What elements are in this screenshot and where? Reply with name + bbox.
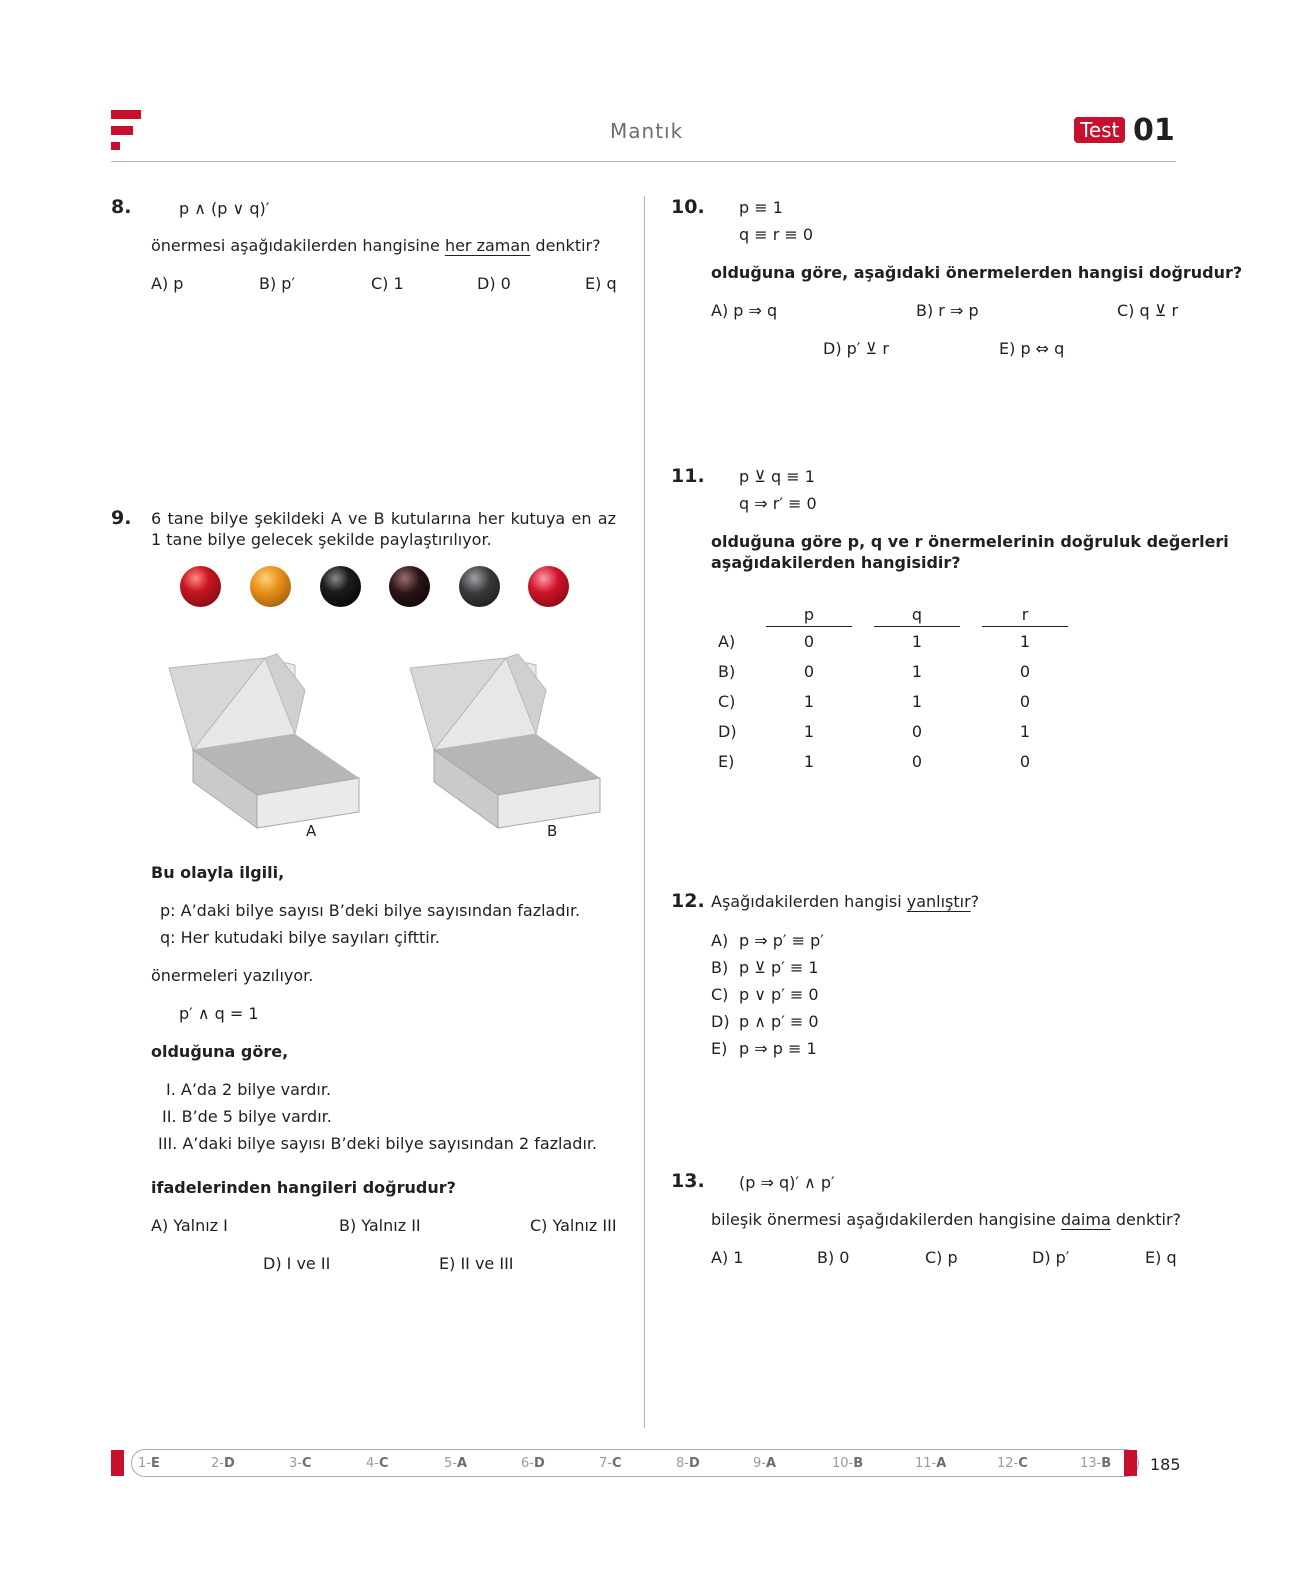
answer-num: 6- xyxy=(521,1456,534,1471)
q11-cell: 1 xyxy=(911,691,923,711)
q9-statement-1: I. A’da 2 bilye vardır. xyxy=(166,1080,332,1099)
q9-stem-line1: 6 tane bilye şekildeki A ve B kutularına her kutuya en az xyxy=(151,509,616,528)
q11-header-q: q xyxy=(874,604,960,626)
q12-stem xyxy=(711,892,979,911)
q11-table-header xyxy=(718,604,1068,626)
answer-letter: C xyxy=(1018,1456,1028,1471)
q8-option-c[interactable]: C) 1 xyxy=(371,274,404,293)
q11-cell: 1 xyxy=(803,721,815,741)
header-rule xyxy=(111,161,1176,162)
q8-option-d[interactable]: D) 0 xyxy=(477,274,511,293)
q9-proposition-p: p: A’daki bilye sayısı B’deki bilye sayısından fazladır. xyxy=(160,901,581,920)
answer-letter: D xyxy=(223,1456,235,1471)
q12-number: 12. xyxy=(671,890,705,912)
q9-given: olduğuna göre, xyxy=(151,1042,289,1061)
q13-option-d[interactable]: D) p′ xyxy=(1032,1248,1070,1267)
column-divider xyxy=(644,196,645,1428)
answer-11 xyxy=(915,1456,946,1471)
answer-6 xyxy=(521,1456,545,1471)
q8-expression: p ∧ (p ∨ q)′ xyxy=(179,199,270,218)
answer-8 xyxy=(676,1456,700,1471)
answer-letter: B xyxy=(1101,1456,1112,1471)
q11-cell: 0 xyxy=(911,751,923,771)
marble-orange xyxy=(250,566,291,607)
q9-question: ifadelerinden hangileri doğrudur? xyxy=(151,1178,456,1197)
q10-number: 10. xyxy=(671,196,705,218)
q10-given-1: p ≡ 1 xyxy=(739,198,783,217)
answer-9 xyxy=(753,1456,776,1471)
q10-option-a[interactable]: A) p ⇒ q xyxy=(711,301,778,320)
answer-letter: E xyxy=(150,1456,160,1471)
q12-option-a[interactable] xyxy=(711,931,824,950)
q8-option-e[interactable]: E) q xyxy=(585,274,617,293)
marble-dark-red xyxy=(389,566,430,607)
answer-13 xyxy=(1080,1456,1111,1471)
answer-key-bar xyxy=(131,1449,1139,1477)
answer-num: 5- xyxy=(444,1456,457,1471)
q13-option-c[interactable]: C) p xyxy=(925,1248,958,1267)
q12-option-c[interactable] xyxy=(711,985,819,1004)
answer-letter: A xyxy=(765,1456,777,1471)
q10-given-2: q ≡ r ≡ 0 xyxy=(739,225,814,244)
marble-red xyxy=(180,566,221,607)
q12-option-letter: B) xyxy=(711,958,729,977)
answer-letter: C xyxy=(301,1456,312,1471)
publisher-logo xyxy=(111,110,141,150)
q8-number: 8. xyxy=(111,196,132,218)
q11-row-label: D) xyxy=(718,721,737,741)
answer-letter: A xyxy=(936,1456,947,1471)
test-badge: Test xyxy=(1074,117,1125,143)
q13-expression: (p ⇒ q)′ ∧ p′ xyxy=(739,1173,835,1192)
q11-cell: 1 xyxy=(1019,631,1031,651)
q9-proposition-q: q: Her kutudaki bilye sayıları çifttir. xyxy=(160,928,440,947)
q9-number: 9. xyxy=(111,507,132,529)
q9-option-b[interactable]: B) Yalnız II xyxy=(339,1216,421,1235)
q13-stem-text: bileşik önermesi aşağıdakilerden hangisine xyxy=(711,1210,1061,1229)
answer-1 xyxy=(138,1456,160,1471)
answer-12 xyxy=(997,1456,1028,1471)
answer-7 xyxy=(599,1456,622,1471)
box-a-label: A xyxy=(306,822,317,840)
q11-header-r: r xyxy=(982,604,1068,626)
q8-stem xyxy=(151,236,601,255)
q13-option-b[interactable]: B) 0 xyxy=(817,1248,850,1267)
q11-row-label: C) xyxy=(718,691,736,711)
marble-crimson xyxy=(528,566,569,607)
q11-cell: 0 xyxy=(1019,691,1031,711)
q9-option-e[interactable]: E) II ve III xyxy=(439,1254,514,1273)
box-b-illustration xyxy=(406,650,606,830)
q11-row-label: A) xyxy=(718,631,736,651)
q11-row-label: B) xyxy=(718,661,736,681)
answer-num: 9- xyxy=(753,1456,766,1471)
answer-2 xyxy=(211,1456,235,1471)
q12-option-text: p ∨ p′ ≡ 0 xyxy=(739,985,819,1004)
q12-stem-emphasis: yanlıştır xyxy=(906,892,971,911)
q12-option-letter: D) xyxy=(711,1012,730,1031)
answer-letter: C xyxy=(611,1456,622,1471)
q12-option-text: p ⇒ p′ ≡ p′ xyxy=(739,931,824,950)
q12-option-letter: C) xyxy=(711,985,729,1004)
q11-cell: 0 xyxy=(1019,661,1031,681)
answer-num: 1- xyxy=(138,1456,151,1471)
subject-title: Mantık xyxy=(610,119,684,143)
q11-cell: 0 xyxy=(803,661,815,681)
footer-right-marker xyxy=(1124,1450,1137,1476)
answer-4 xyxy=(366,1456,389,1471)
q11-number: 11. xyxy=(671,465,705,487)
q11-row-label: E) xyxy=(718,751,735,771)
q8-stem-end: denktir? xyxy=(530,236,601,255)
q12-option-text: p ⇒ p ≡ 1 xyxy=(739,1039,817,1058)
q11-cell: 0 xyxy=(1019,751,1031,771)
q11-cell: 0 xyxy=(803,631,815,651)
q9-option-c[interactable]: C) Yalnız III xyxy=(530,1216,617,1235)
q12-option-letter: E) xyxy=(711,1039,728,1058)
q11-option-row-c[interactable] xyxy=(718,686,1068,716)
q11-cell: 1 xyxy=(803,751,815,771)
q10-option-c[interactable]: C) q ⊻ r xyxy=(1117,301,1179,320)
q12-stem-text: Aşağıdakilerden hangisi xyxy=(711,892,907,911)
q9-statement-2: II. B’de 5 bilye vardır. xyxy=(162,1107,332,1126)
q11-option-row-b[interactable] xyxy=(718,656,1068,686)
q9-expression: p′ ∧ q = 1 xyxy=(179,1004,259,1023)
q13-stem-emphasis: daima xyxy=(1060,1210,1111,1229)
q13-number: 13. xyxy=(671,1170,705,1192)
q12-stem-end: ? xyxy=(970,892,980,911)
q11-cell: 1 xyxy=(911,661,923,681)
q11-given-2: q ⇒ r′ ≡ 0 xyxy=(739,494,817,513)
answer-5 xyxy=(444,1456,467,1471)
q8-stem-emphasis: her zaman xyxy=(444,236,531,255)
q12-option-e[interactable] xyxy=(711,1039,817,1058)
q10-stem: olduğuna göre, aşağıdaki önermelerden hangisi doğrudur? xyxy=(711,263,1243,282)
page-number: 185 xyxy=(1150,1455,1181,1474)
answer-3 xyxy=(289,1456,312,1471)
q9-statement-3: III. A’daki bilye sayısı B’deki bilye sayısından 2 fazladır. xyxy=(158,1134,598,1153)
test-number: 01 xyxy=(1133,113,1175,148)
q9-written: önermeleri yazılıyor. xyxy=(151,966,314,985)
footer-left-marker xyxy=(111,1450,124,1476)
q10-option-d[interactable]: D) p′ ⊻ r xyxy=(823,339,889,358)
q9-intro: Bu olayla ilgili, xyxy=(151,863,285,882)
q11-stem-line2: aşağıdakilerden hangisidir? xyxy=(711,553,961,572)
answer-letter: D xyxy=(688,1456,700,1471)
answer-num: 10- xyxy=(832,1456,854,1471)
answer-num: 8- xyxy=(676,1456,689,1471)
q9-stem-line2: 1 tane bilye gelecek şekilde paylaştırılıyor. xyxy=(151,530,492,549)
answer-num: 13- xyxy=(1080,1456,1102,1471)
answer-letter: A xyxy=(456,1456,468,1471)
q13-option-e[interactable]: E) q xyxy=(1145,1248,1177,1267)
answer-num: 4- xyxy=(366,1456,379,1471)
q12-option-b[interactable] xyxy=(711,958,819,977)
q13-stem xyxy=(711,1210,1181,1229)
q8-option-b[interactable]: B) p′ xyxy=(259,274,296,293)
q11-option-row-e[interactable] xyxy=(718,746,1068,776)
q11-stem-line1: olduğuna göre p, q ve r önermelerinin doğruluk değerleri xyxy=(711,532,1229,551)
q13-stem-end: denktir? xyxy=(1110,1210,1182,1229)
q11-header-p: p xyxy=(766,604,852,626)
q11-option-row-d[interactable] xyxy=(718,716,1068,746)
q11-cell: 1 xyxy=(803,691,815,711)
q11-cell: 0 xyxy=(911,721,923,741)
answer-num: 11- xyxy=(915,1456,937,1471)
answer-num: 3- xyxy=(289,1456,302,1471)
q13-option-a[interactable]: A) 1 xyxy=(711,1248,744,1267)
answer-num: 2- xyxy=(211,1456,224,1471)
answer-num: 12- xyxy=(997,1456,1019,1471)
q11-truth-table xyxy=(718,604,1068,776)
q12-option-letter: A) xyxy=(711,931,729,950)
q8-stem-text: önermesi aşağıdakilerden hangisine xyxy=(151,236,445,255)
answer-10 xyxy=(832,1456,863,1471)
q12-option-text: p ⊻ p′ ≡ 1 xyxy=(739,958,819,977)
q10-option-e[interactable]: E) p ⇔ q xyxy=(999,339,1065,358)
q12-option-d[interactable] xyxy=(711,1012,819,1031)
q12-option-text: p ∧ p′ ≡ 0 xyxy=(739,1012,819,1031)
answer-letter: C xyxy=(378,1456,389,1471)
q11-cell: 1 xyxy=(911,631,923,651)
q9-option-a[interactable]: A) Yalnız I xyxy=(151,1216,228,1235)
marble-gray xyxy=(459,566,500,607)
answer-letter: B xyxy=(853,1456,864,1471)
marble-black xyxy=(320,566,361,607)
answer-letter: D xyxy=(533,1456,545,1471)
answer-num: 7- xyxy=(599,1456,612,1471)
q11-cell: 1 xyxy=(1019,721,1031,741)
box-b-label: B xyxy=(547,822,558,840)
q11-given-1: p ⊻ q ≡ 1 xyxy=(739,467,815,486)
q11-option-row-a[interactable] xyxy=(718,626,1068,656)
q8-option-a[interactable]: A) p xyxy=(151,274,184,293)
q9-option-d[interactable]: D) I ve II xyxy=(263,1254,331,1273)
box-a-illustration xyxy=(165,650,365,830)
q10-option-b[interactable]: B) r ⇒ p xyxy=(916,301,979,320)
